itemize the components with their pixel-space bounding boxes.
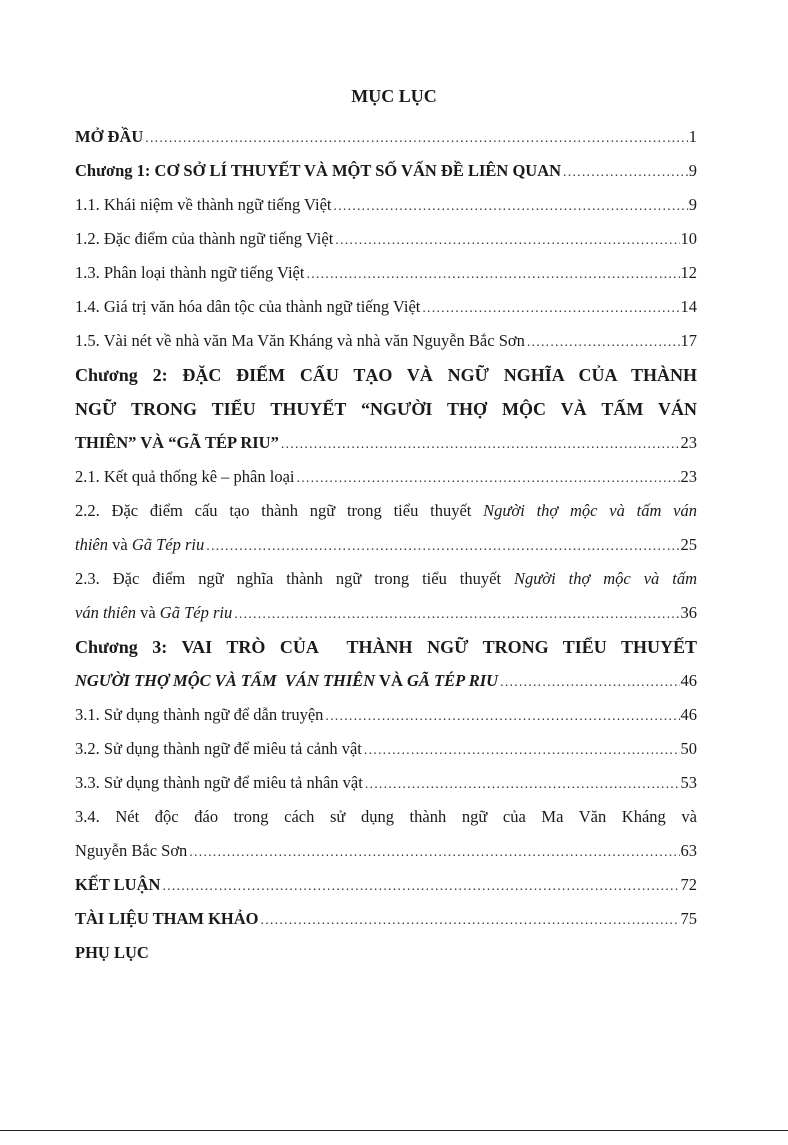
toc-entry-chapter-2[interactable] xyxy=(75,358,697,460)
dot-leader xyxy=(422,292,679,326)
toc-entry-2-2[interactable] xyxy=(75,494,697,562)
toc-page-number: 12 xyxy=(680,263,697,282)
dot-leader xyxy=(365,768,680,802)
dot-leader xyxy=(206,530,679,564)
page-bottom-rule xyxy=(0,1130,788,1131)
toc-page-number: 1 xyxy=(688,127,697,146)
toc-entry-label-line-1: 3.4. Nét độc đáo trong cách sử dụng thành ngữ của Ma Văn Kháng và xyxy=(75,807,697,826)
dot-leader xyxy=(261,904,680,938)
toc-entry-label-italic: Người thợ mộc và tấm ván xyxy=(483,501,697,520)
toc-page-number: 9 xyxy=(688,161,697,180)
dot-leader xyxy=(162,870,679,904)
toc-entry-label-line-2: NGỮ TRONG TIỂU THUYẾT “NGƯỜI THỢ MỘC VÀ TẤM VÁN xyxy=(75,399,697,419)
toc-entry-label: 3.1. Sử dụng thành ngữ để dẫn truyện xyxy=(75,705,324,724)
toc-entry-label-plain: và xyxy=(108,535,132,554)
toc-page-number: 63 xyxy=(680,841,697,860)
toc-entry-3-3[interactable] xyxy=(75,766,697,800)
toc-page-number: 75 xyxy=(680,909,697,928)
toc-entry-3-1[interactable] xyxy=(75,698,697,732)
toc-entry-1-5[interactable] xyxy=(75,324,697,358)
toc-entry-label-italic: NGƯỜI THỢ MỘC VÀ TẤM VÁN THIÊN xyxy=(75,671,376,690)
toc-entry-label-plain: 2.2. Đặc điểm cấu tạo thành ngữ trong tiểu thuyết xyxy=(75,501,484,520)
toc-entry-appendix[interactable] xyxy=(75,936,697,970)
toc-title: MỤC LỤC xyxy=(351,86,437,106)
dot-leader xyxy=(325,700,679,734)
toc-entry-label-italic: Gã Tép riu xyxy=(159,603,233,622)
table-of-contents xyxy=(75,120,697,970)
toc-entry-label: MỞ ĐẦU xyxy=(75,127,144,146)
dot-leader xyxy=(500,666,679,700)
toc-page-number: 25 xyxy=(680,535,697,554)
dot-leader xyxy=(333,190,687,224)
toc-entry-label-plain: 2.3. Đặc điểm ngữ nghĩa thành ngữ trong tiểu thuyết xyxy=(75,569,515,588)
toc-entry-label: 3.2. Sử dụng thành ngữ để miêu tả cảnh vật xyxy=(75,739,362,758)
toc-entry-label-italic: ván thiên xyxy=(75,603,136,622)
toc-entry-label-line-1: Chương 3: VAI TRÒ CỦA THÀNH NGỮ TRONG TIỂU THUYẾT xyxy=(75,637,697,657)
toc-entry-2-3[interactable] xyxy=(75,562,697,630)
dot-leader xyxy=(234,598,679,632)
toc-entry-label: KẾT LUẬN xyxy=(75,875,161,894)
dot-leader xyxy=(364,734,680,768)
toc-entry-label: 2.1. Kết quả thống kê – phân loại xyxy=(75,467,295,486)
toc-entry-label: Chương 1: CƠ SỞ LÍ THUYẾT VÀ MỘT SỐ VẤN ĐỀ LIÊN QUAN xyxy=(75,161,562,180)
toc-entry-chapter-3[interactable] xyxy=(75,630,697,698)
dot-leader xyxy=(297,462,680,496)
toc-entry-label-line-1: Chương 2: ĐẶC ĐIỂM CẤU TẠO VÀ NGỮ NGHĨA CỦA THÀNH xyxy=(75,365,697,385)
toc-page-number: 14 xyxy=(680,297,697,316)
toc-page-number: 72 xyxy=(680,875,697,894)
dot-leader xyxy=(527,326,680,360)
dot-leader xyxy=(145,122,687,156)
toc-entry-2-1[interactable] xyxy=(75,460,697,494)
toc-entry-1-3[interactable] xyxy=(75,256,697,290)
dot-leader xyxy=(335,224,679,258)
toc-page-number: 23 xyxy=(680,433,697,452)
toc-page-number: 46 xyxy=(680,671,697,690)
toc-entry-label-line-2: Nguyễn Bắc Sơn xyxy=(75,841,188,860)
toc-entry-3-2[interactable] xyxy=(75,732,697,766)
dot-leader xyxy=(306,258,679,292)
toc-page-number: 46 xyxy=(680,705,697,724)
toc-entry-label: 1.1. Khái niệm về thành ngữ tiếng Việt xyxy=(75,195,332,214)
toc-page-number: 9 xyxy=(688,195,697,214)
toc-entry-references[interactable] xyxy=(75,902,697,936)
toc-entry-conclusion[interactable] xyxy=(75,868,697,902)
toc-entry-label-plain: và xyxy=(135,603,160,622)
toc-entry-chapter-1[interactable] xyxy=(75,154,697,188)
toc-entry-3-4[interactable] xyxy=(75,800,697,868)
toc-entry-label: TÀI LIỆU THAM KHẢO xyxy=(75,909,259,928)
toc-page-number: 10 xyxy=(680,229,697,248)
toc-entry-label-italic: thiên xyxy=(75,535,108,554)
dot-leader xyxy=(563,156,688,190)
toc-entry-label-italic: Người thợ mộc và tấm xyxy=(514,569,697,588)
toc-page-number: 23 xyxy=(680,467,697,486)
toc-page-number: 17 xyxy=(680,331,697,350)
toc-entry-label: 1.4. Giá trị văn hóa dân tộc của thành ngữ tiếng Việt xyxy=(75,297,421,316)
toc-entry-label-plain: VÀ xyxy=(375,671,407,690)
toc-entry-label: 1.2. Đặc điểm của thành ngữ tiếng Việt xyxy=(75,229,334,248)
toc-entry-1-1[interactable] xyxy=(75,188,697,222)
dot-leader xyxy=(189,836,679,870)
toc-entry-label-italic: Gã Tép riu xyxy=(131,535,205,554)
toc-entry-label: 1.5. Vài nét về nhà văn Ma Văn Kháng và nhà văn Nguyễn Bắc Sơn xyxy=(75,331,525,350)
dot-leader xyxy=(281,428,680,462)
toc-entry-intro[interactable] xyxy=(75,120,697,154)
toc-page-number: 36 xyxy=(680,603,697,622)
toc-entry-label: 3.3. Sử dụng thành ngữ để miêu tả nhân vật xyxy=(75,773,363,792)
toc-entry-label: 1.3. Phân loại thành ngữ tiếng Việt xyxy=(75,263,305,282)
toc-page-number: 53 xyxy=(680,773,697,792)
toc-entry-1-4[interactable] xyxy=(75,290,697,324)
toc-entry-label: PHỤ LỤC xyxy=(75,943,149,962)
toc-page-number: 50 xyxy=(680,739,697,758)
toc-entry-1-2[interactable] xyxy=(75,222,697,256)
toc-entry-label-line-3: THIÊN” VÀ “GÃ TÉP RIU” xyxy=(75,433,279,452)
toc-entry-label-italic: GÃ TÉP RIU xyxy=(407,671,499,690)
